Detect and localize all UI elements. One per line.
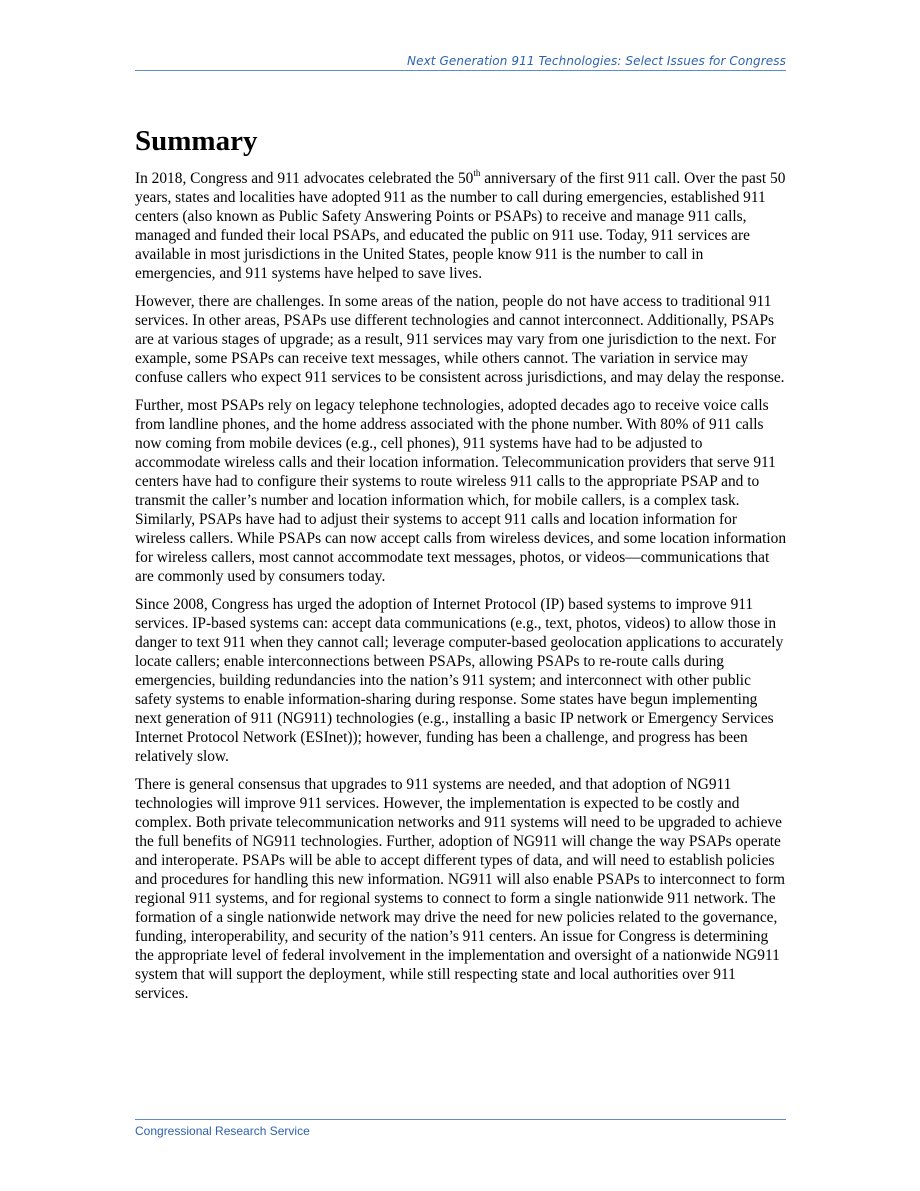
running-footer: [135, 1119, 786, 1138]
paragraph-1-text-start: In 2018, Congress and 911 advocates celebrated the 50: [135, 170, 474, 187]
running-header: [135, 54, 786, 71]
paragraph-4: Since 2008, Congress has urged the adoption of Internet Protocol (IP) based systems to improve 911 services. IP-based systems can: accept data communications (e.g., text, photos, videos) to allow those in danger to text 911 when they cannot call; leverage computer-based geolocation applications to accurately locate callers; enable interconnections between PSAPs, allowing PSAPs to re-route calls during emergencies, building redundancies into the nation’s 911 system; and interconnect with other public safety systems to enable information-sharing during response. Some states have begun implementing next generation of 911 (NG911) technologies (e.g., installing a basic IP network or Emergency Services Internet Protocol Network (ESInet)); however, funding has been a challenge, and progress has been relatively slow.: [135, 596, 784, 765]
paragraph-2: However, there are challenges. In some areas of the nation, people do not have access to traditional 911 services. In other areas, PSAPs use different technologies and cannot interconnect. Additionally, PSAPs are at various stages of upgrade; as a result, 911 services may vary from one jurisdiction to the next. For example, some PSAPs can receive text messages, while others cannot. The variation in service may confuse callers who expect 911 services to be consistent across jurisdictions, and may delay the response.: [135, 293, 785, 386]
paragraph-1-text-end: anniversary of the first 911 call. Over the past 50 years, states and localities have adopted 911 as the number to call during emergencies, established 911 centers (also known as Public Safety Answering Points or PSAPs) to receive and manage 911 calls, managed and funded their local PSAPs, and educated the public on 911 use. Today, 911 services are available in most jurisdictions in the United States, people know 911 is the number to call in emergencies, and 911 systems have helped to save lives.: [135, 170, 786, 282]
paragraph-1: [135, 169, 787, 283]
paragraph-5: There is general consensus that upgrades to 911 systems are needed, and that adoption of NG911 technologies will improve 911 services. However, the implementation is expected to be costly and complex. Both private telecommunication networks and 911 systems will need to be upgraded to achieve the full benefits of NG911 technologies. Further, adoption of NG911 will change the way PSAPs operate and interoperate. PSAPs will be able to accept different types of data, and will need to establish policies and procedures for handling this new information. NG911 will also enable PSAPs to interconnect to form regional 911 systems, and for regional systems to connect to form a single nationwide 911 network. The formation of a single nationwide network may drive the need for new policies related to the governance, funding, interoperability, and security of the nation’s 911 centers. An issue for Congress is determining the appropriate level of federal involvement in the implementation and oversight of a nationwide NG911 system that will support the deployment, while still respecting state and local authorities over 911 services.: [135, 776, 785, 1002]
footer-publisher: Congressional Research Service: [135, 1124, 310, 1138]
running-header-title: Next Generation 911 Technologies: Select Issues for Congress: [407, 54, 786, 68]
paragraph-3: Further, most PSAPs rely on legacy telephone technologies, adopted decades ago to receive voice calls from landline phones, and the home address associated with the phone number. With 80% of 911 calls now coming from mobile devices (e.g., cell phones), 911 systems have had to be adjusted to accommodate wireless calls and their location information. Telecommunication providers that serve 911 centers have had to configure their systems to route wireless 911 calls to the appropriate PSAP and to transmit the caller’s number and location information which, for mobile callers, is a complex task. Similarly, PSAPs have had to adjust their systems to accept 911 calls and location information for wireless callers. While PSAPs can now accept calls from wireless devices, and some location information for wireless callers, most cannot accommodate text messages, photos, or videos—communications that are commonly used by consumers today.: [135, 397, 787, 585]
section-heading: Summary: [135, 125, 258, 157]
summary-section: [135, 122, 787, 1012]
ordinal-superscript: th: [473, 167, 481, 178]
